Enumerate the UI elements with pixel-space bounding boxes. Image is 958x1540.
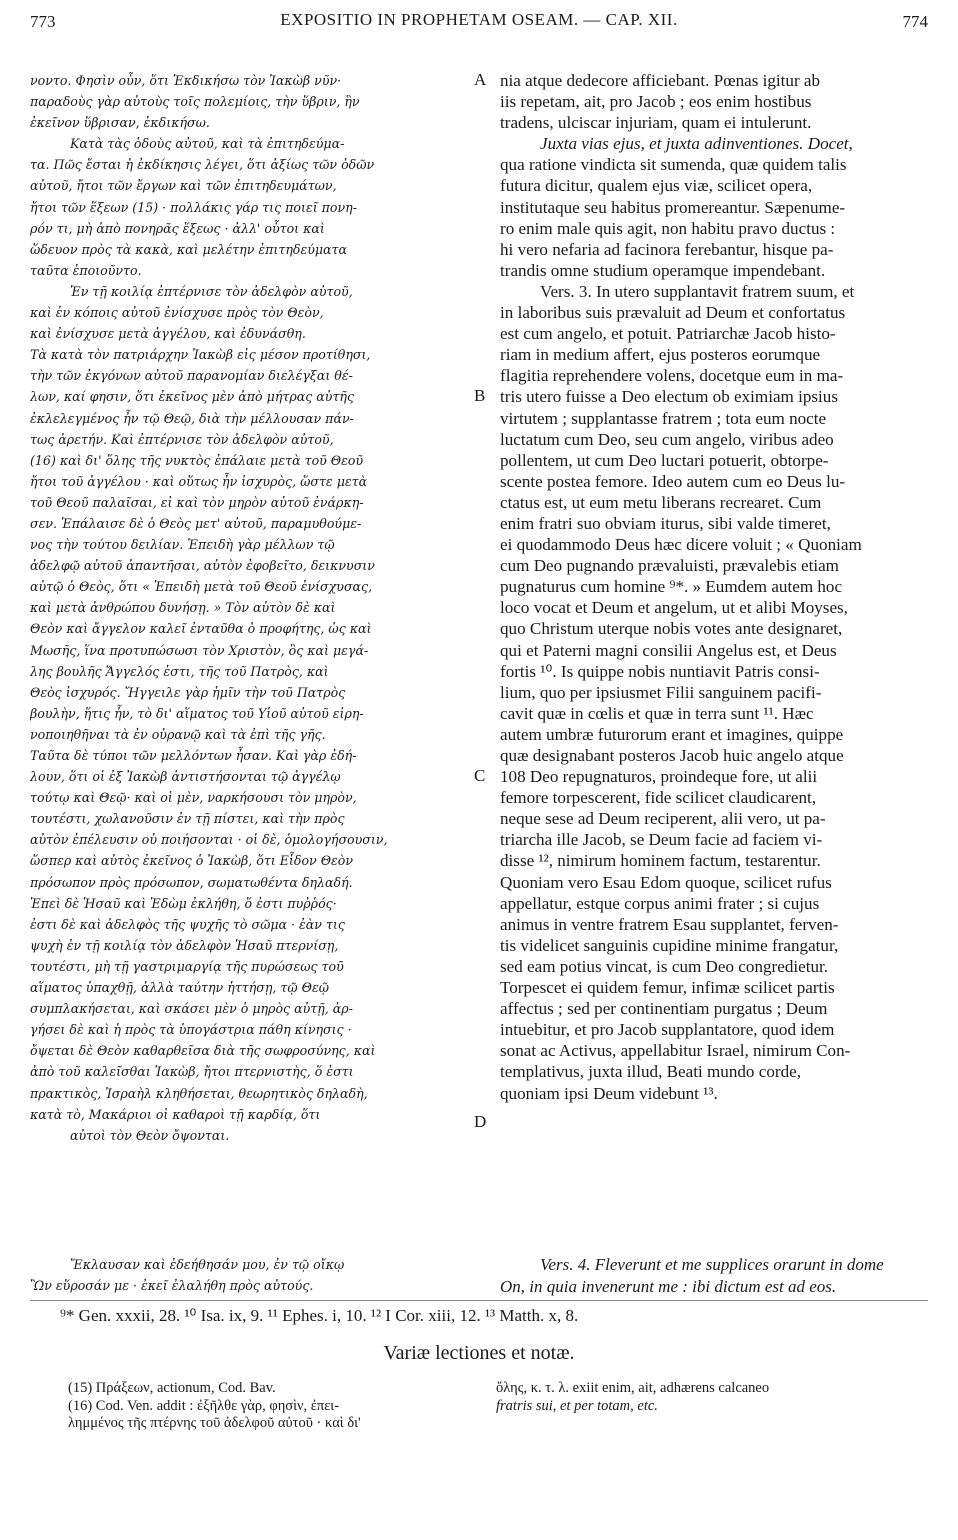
latin-text-line: sed eam potius vincat, is cum Deo congredietur.: [500, 956, 829, 976]
latin-text-line: animus in ventre fratrem Esau supplantet, ferven-: [500, 914, 839, 934]
latin-text-line: templativus, juxta illud, Beati mundo corde,: [500, 1062, 801, 1082]
latin-text-line: affectus ; sed per continentiam purgatus ; Deum: [500, 999, 828, 1019]
greek-text-line: ὥσπερ καὶ αὐτὸς ἐκεῖνος ὁ Ἰακὼβ, ὅτι Εἶδον Θεὸν: [30, 853, 354, 869]
greek-text-line: Τὰ κατὰ τὸν πατριάρχην Ἰακὼβ εἰς μέσον προτίθησι,: [30, 347, 371, 363]
latin-text-line: Quoniam vero Esau Edom quoque, scilicet rufus: [500, 872, 832, 892]
greek-text-line: βουλὴν, ἥτις ἦν, τὸ δι' αἵματος τοῦ Υἱοῦ αὐτοῦ εἰρη-: [30, 705, 364, 721]
latin-text-line: 108 Deo repugnaturos, proindeque fore, ut alii: [500, 767, 818, 787]
greek-text-line: (16) καὶ δι' ὅλης τῆς νυκτὸς ἐπάλαιε μετὰ τοῦ Θεοῦ: [30, 452, 364, 468]
greek-text-line: λης βουλῆς Ἄγγελός ἐστι, τῆς τοῦ Πατρὸς, καὶ: [30, 663, 329, 679]
greek-text-line: ὥδευον πρὸς τὰ κακὰ, καὶ μελέτην ἐπιτηδεύματα: [30, 241, 348, 257]
latin-text-line: luctatum cum Deo, seu cum angelo, viribus adeo: [500, 429, 834, 449]
margin-letter-a: A: [474, 70, 487, 89]
variae-right-line: ὅλης, κ. τ. λ. exiit enim, ait, adhærens calcaneo: [496, 1380, 770, 1396]
latin-text-line: lium, quo per ipsiusmet Filii sanguinem pacifi-: [500, 682, 822, 702]
latin-text-line: ro enim male quis agit, non habitu pravo ductus :: [500, 218, 836, 238]
greek-text-line: καὶ μετὰ ἀνθρώπου δυνήσῃ. » Τὸν αὐτὸν δὲ καὶ: [30, 600, 336, 616]
latin-text-line: trandis omne studium operamque impendebant.: [500, 260, 826, 280]
greek-text-line: ἀπὸ τοῦ καλεῖσθαι Ἰακὼβ, ἤτοι πτερνιστὴς, ὅ ἐστι: [30, 1064, 354, 1080]
greek-text-line: Ταῦτα δὲ τύποι τῶν μελλόντων ἦσαν. Καὶ γὰρ ἐδή-: [30, 748, 357, 763]
greek-text-line: πρόσωπον πρὸς πρόσωπον, σωματωθέντα δηλαδή.: [30, 874, 353, 890]
latin-text-line: hi vero nefaria ad facinora ferebantur, hisque pa-: [500, 239, 834, 259]
latin-text-line: riam in medium affert, ejus posteros eorumque: [500, 345, 821, 365]
latin-text-line: nia atque dedecore afficiebant. Pœnas igitur ab: [500, 71, 821, 90]
latin-text-line: futura dicitur, qualem ejus viæ, scilicet opera,: [500, 176, 813, 196]
greek-text-line: Κατὰ τὰς ὁδοὺς αὐτοῦ, καὶ τὰ ἐπιτηδεύμα-: [70, 136, 345, 152]
latin-text-line: fortis ¹⁰. Is quippe nobis nuntiavit Patris consi-: [500, 661, 820, 681]
greek-text-line: τουτέστι, μὴ τῇ γαστριμαργίᾳ τῆς πυρώσεως τοῦ: [30, 958, 344, 974]
greek-text-line: ὄψεται δὲ Θεὸν καθαρθεῖσα διὰ τῆς σωφροσύνης, καὶ: [30, 1043, 376, 1059]
greek-text-line: ἐκλελεγμένος ἦν τῷ Θεῷ, διὰ τὴν μέλλουσαν πάν-: [30, 410, 354, 426]
greek-text-line: Θεὸν καὶ ἄγγελον καλεῖ ἐνταῦθα ὁ προφήτης, ὡς καὶ: [30, 621, 372, 637]
latin-text-line: femore torpescerent, fide scilicet claudicarent,: [500, 788, 817, 808]
greek-verse4-line: Ἔκλαυσαν καὶ ἐδεήθησάν μου, ἐν τῷ οἴκῳ: [70, 1257, 345, 1272]
latin-text-line: quæ designabant posteros Jacob huic angelo atque: [500, 746, 844, 765]
greek-text-line: τούτῳ καὶ Θεῷ· καὶ οἱ μὲν, ναρκήσουσι τὸν μηρὸν,: [30, 790, 357, 806]
greek-text-line: ἀδελφῷ αὐτοῦ ἀπαντῆσαι, αὐτὸν ἐφοβεῖτο, δεικνυσιν: [30, 558, 375, 574]
latin-text-line: loco vocat et Deum et angelum, ut et alibi Moyses,: [500, 598, 848, 618]
greek-text-line: ἤτοι τῶν ἕξεων (15) · πολλάκις γάρ τις ποιεῖ πονη-: [30, 199, 357, 215]
greek-text-line: ἐστι δὲ καὶ ἀδελφὸς τῆς ψυχῆς τὸ σῶμα · ἐὰν τις: [30, 916, 345, 932]
latin-text-line: institutaque seu habitus promereantur. Sæpenume-: [500, 197, 846, 217]
footnotes: ⁹* Gen. xxxii, 28. ¹⁰ Isa. ix, 9. ¹¹ Ephes. i, 10. ¹² I Cor. xiii, 12. ¹³ Matth. x, 8.: [60, 1306, 579, 1325]
latin-text-line: Torpescet ei quidem femur, infimæ scilicet partis: [500, 978, 835, 998]
latin-text-line: ei quodammodo Deus hæc dicere voluit ; « Quoniam: [500, 535, 862, 555]
variae-left-line: (16) Cod. Ven. addit : ἐξῆλθε γὰρ, φησὶν, ἐπει-: [68, 1397, 340, 1414]
variae-right: [496, 1380, 936, 1415]
greek-text-line: καὶ ἐνίσχυσε μετὰ ἀγγέλου, καὶ ἐδυνάσθη.: [30, 326, 306, 342]
latin-text-line: tis videlicet sanguinis cupidine minime frangatur,: [500, 935, 839, 955]
variae-left: [68, 1380, 488, 1433]
latin-text-line: cavit quæ in cœlis et quæ in terra sunt ¹¹. Hæc: [500, 703, 814, 723]
greek-text-line: Ἐπεὶ δὲ Ἡσαῦ καὶ Ἐδὼμ ἐκλήθη, ὅ ἐστι πυῤῥός·: [30, 895, 337, 911]
latin-text-line: neque sese ad Deum reciperent, alii vero, ut pa-: [500, 809, 826, 829]
greek-text-line: λουν, ὅτι οἱ ἐξ Ἰακὼβ ἀντιστήσονται τῷ ἀγγέλῳ: [30, 769, 341, 785]
greek-text-line: αὐτῷ ὁ Θεὸς, ὅτι « Ἐπειδὴ μετὰ τοῦ Θεοῦ ἐνίσχυσας,: [30, 579, 373, 595]
latin-text-line: tris utero fuisse a Deo electum ob eximiam ipsius: [500, 387, 839, 407]
latin-text-line: cum Deo pugnando prævaluisti, prævalebis etiam: [500, 556, 839, 576]
latin-text-line: in laboribus suis prævaluit ad Deum et confortatus: [500, 303, 846, 323]
latin-text-line: Juxta vias ejus, et juxta adinventiones. Docet,: [540, 134, 853, 154]
greek-text-line: τουτέστι, χωλανοῦσιν ἐν τῇ πίστει, καὶ τὴν πρὸς: [30, 811, 345, 827]
greek-text-line: Μωσῆς, ἵνα προτυπώσωσι τὸν Χριστὸν, ὃς καὶ μεγά-: [30, 642, 369, 658]
latin-verse4-line: Vers. 4. Fleverunt et me supplices orarunt in dome: [540, 1255, 884, 1274]
variae-left-line: λημμένος τῆς πτέρνης τοῦ ἀδελφοῦ αὐτοῦ · καὶ δι': [68, 1415, 361, 1431]
latin-text-line: tradens, ulciscar injuriam, quam ei intulerunt.: [500, 113, 812, 133]
latin-text-line: iis repetam, ait, pro Jacob ; eos enim hostibus: [500, 92, 812, 112]
running-header: [30, 10, 928, 40]
latin-text-line: est cum angelo, et potuit. Patriarchæ Jacob histo-: [500, 324, 836, 344]
latin-text-line: pugnaturus cum homine ⁹*. » Eumdem autem hoc: [500, 577, 843, 597]
greek-text-line: αὐτοῦ, ἤτοι τῶν ἔργων καὶ τῶν ἐπιτηδευμάτων,: [30, 178, 337, 194]
greek-text-line: τοῦ Θεοῦ παλαῖσαι, εἰ καὶ τὸν μηρὸν αὐτοῦ ἐνάρκη-: [30, 494, 364, 510]
page-number-left: 773: [30, 12, 56, 31]
greek-text-line: πρακτικὸς, Ἰσραὴλ κληθήσεται, θεωρητικὸς δηλαδὴ,: [30, 1085, 368, 1101]
greek-text-line: συμπλακήσεται, καὶ σκάσει μὲν ὁ μηρὸς αὐτῇ, ἀρ-: [30, 1001, 353, 1017]
latin-verse4-line: On, in quia invenerunt me : ibi dictum est ad eos.: [500, 1276, 837, 1296]
latin-text-line: appellatur, estque corpus animi frater ; si cujus: [500, 893, 820, 913]
greek-text-line: ρόν τι, μὴ ἀπὸ πονηρᾶς ἕξεως · ἀλλ' οὗτοι καὶ: [30, 220, 325, 236]
latin-text-line: Vers. 3. In utero supplantavit fratrem suum, et: [540, 281, 855, 301]
greek-verse4-line: Ὢν εὕροσάν με · ἐκεῖ ἐλαλήθη πρὸς αὐτούς.: [30, 1278, 314, 1294]
latin-text-line: quo Christum uterque nobis votes ante designaret,: [500, 619, 843, 639]
greek-verse-4: [30, 1254, 474, 1296]
latin-text-line: intuebitur, et pro Jacob supplantatore, quod idem: [500, 1020, 835, 1040]
greek-text-line: αὐτὸν ἐπέλευσιν οὐ ποιήσονται · οἱ δὲ, ὁμολογήσουσιν,: [30, 832, 388, 848]
greek-text-line: ψυχὴ ἐν τῇ κοιλίᾳ τὸν ἀδελφὸν Ἡσαῦ πτερνίσῃ,: [30, 937, 339, 953]
greek-text-line: καὶ ἐν κόποις αὐτοῦ ἐνίσχυσε πρὸς τὸν Θεὸν,: [30, 305, 324, 321]
greek-text-line: νοποιηθῆναι τὰ ἐν οὐρανῷ καὶ τὰ ἐπὶ τῆς γῆς.: [30, 726, 326, 742]
greek-text-line: ἤτοι τοῦ ἀγγέλου · καὶ οὕτως ἦν ἰσχυρὸς, ὥστε μετὰ: [30, 473, 368, 489]
latin-text-line: virtutem ; supplantasse fratrem ; tota eum nocte: [500, 408, 827, 428]
latin-column: [500, 70, 928, 1104]
greek-text-line: Θεὸς ἰσχυρός. Ἤγγειλε γὰρ ἡμῖν τὴν τοῦ Πατρὸς: [30, 684, 346, 700]
margin-letter-d: D: [474, 1112, 487, 1131]
latin-text-line: disse ¹², nimirum hominem factum, testarentur.: [500, 851, 821, 871]
greek-text-line: ταῦτα ἐποιοῦντο.: [30, 262, 142, 278]
latin-text-line: quoniam ipsi Deum videbunt ¹³.: [500, 1083, 718, 1103]
page-number-right: 774: [902, 12, 928, 31]
running-title: EXPOSITIO IN PROPHETAM OSEAM. — CAP. XII.: [280, 10, 678, 29]
latin-text-line: scente postea femore. Ideo autem cum eo Deus lu-: [500, 471, 846, 491]
latin-text-line: pollentem, ut cum Deo luctari potuerit, obtorpe-: [500, 450, 829, 470]
greek-text-line: αὐτοὶ τὸν Θεὸν ὄψονται.: [70, 1127, 230, 1143]
variae-right-line: fratris sui, et per totam, etc.: [496, 1397, 658, 1414]
latin-text-line: triarcha ille Jacob, se Deum facie ad faciem vi-: [500, 830, 823, 850]
variae-title: Variæ lectiones et notæ.: [383, 1342, 575, 1364]
greek-text-line: παραδοὺς γὰρ αὐτοὺς τοῖς πολεμίοις, τὴν ὕβριν, ἣν: [30, 94, 360, 110]
latin-text-line: sonat ac Activus, appellabitur Israel, nimirum Con-: [500, 1041, 851, 1061]
latin-verse-4: [500, 1254, 928, 1297]
latin-text-line: qua ratione vindicta sit sumenda, quæ quidem talis: [500, 155, 847, 175]
greek-text-line: γήσει δὲ καὶ ἡ πρὸς τὰ ὑπογάστρια πάθη κίνησις ·: [30, 1022, 352, 1038]
greek-text-line: τὴν τῶν ἐκγόνων αὐτοῦ παρανομίαν διελέγξαι θέ-: [30, 368, 353, 384]
greek-text-line: αἵματος ὑπαχθῇ, ἀλλὰ ταύτην ἡττήσῃ, τῷ Θεῷ: [30, 980, 329, 996]
margin-letter-c: C: [474, 766, 486, 785]
greek-text-line: νοντο. Φησὶν οὖν, ὅτι Ἐκδικήσω τὸν Ἰακὼβ νῦν·: [30, 73, 342, 88]
latin-text-line: qui et Paterni magni consilii Angelus est, et Deus: [500, 640, 837, 660]
greek-column: [30, 70, 474, 1146]
greek-text-line: σεν. Ἐπάλαισε δὲ ὁ Θεὸς μετ' αὐτοῦ, παραμυθούμε-: [30, 515, 362, 531]
greek-text-line: ἐκεῖνον ὕβρισαν, ἐκδικήσω.: [30, 115, 210, 131]
latin-text-line: flagitia reprehendere volens, docetque eum in ma-: [500, 366, 844, 386]
footnote-rule: [30, 1300, 928, 1301]
latin-text-line: enim fratri suo obviam iturus, sibi valde timeret,: [500, 513, 831, 533]
margin-letter-b: B: [474, 386, 486, 405]
greek-text-line: τα. Πῶς ἔσται ἡ ἐκδίκησις λέγει, ὅτι ἀξίως τῶν ὁδῶν: [30, 157, 375, 173]
latin-text-line: autem umbræ futurorum erant et imagines, quippe: [500, 724, 844, 744]
greek-text-line: κατὰ τὸ, Μακάριοι οἱ καθαροὶ τῇ καρδίᾳ, ὅτι: [30, 1106, 321, 1122]
greek-text-line: Ἐν τῇ κοιλίᾳ ἐπτέρνισε τὸν ἀδελφὸν αὐτοῦ,: [70, 283, 353, 299]
variae-left-line: (15) Πράξεων, actionum, Cod. Bav.: [68, 1380, 276, 1396]
greek-text-line: λων, καί φησιν, ὅτι ἐκεῖνος μὲν ἀπὸ μήτρας αὐτῆς: [30, 389, 355, 405]
greek-text-line: τως ἀρετήν. Καὶ ἐπτέρνισε τὸν ἀδελφὸν αὐτοῦ,: [30, 431, 334, 447]
greek-text-line: νος τὴν τούτου δειλίαν. Ἐπειδὴ γὰρ μέλλων τῷ: [30, 537, 335, 553]
latin-text-line: ctatus est, ut eum metu liberans recrearet. Cum: [500, 492, 822, 512]
